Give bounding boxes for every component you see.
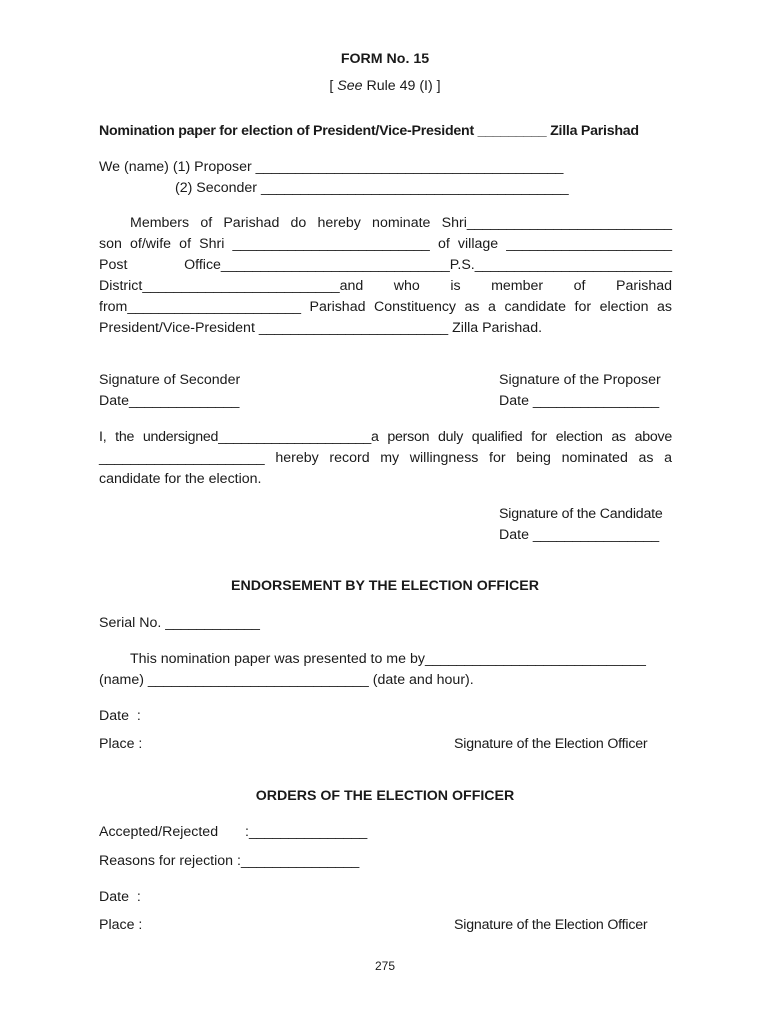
form-heading: Nomination paper for election of President/Vice-President _________ Zilla Parishad [99,123,639,139]
endorsement-place: Place : [99,736,143,752]
rule-open: [ [329,78,338,94]
serial-number: Serial No. ____________ [99,615,260,631]
orders-signature: Signature of the Election Officer [454,917,648,933]
nomination-line-4: District_________________________and who is member of Parishad [99,278,672,294]
endorsement-heading: ENDORSEMENT BY THE ELECTION OFFICER [231,578,539,594]
orders-heading: ORDERS OF THE ELECTION OFFICER [255,788,515,804]
nomination-line-6: President/Vice-President ________________________ Zilla Parishad. [99,320,543,336]
presented-line-1: This nomination paper was presented to me by____________________________ [130,651,646,667]
seconder-line: (2) Seconder _______________________________________ [175,180,569,196]
date-candidate: Date ________________ [499,527,660,543]
accepted-value: :_______________ [245,824,368,840]
nomination-line-5: from______________________ Parishad Constituency as a candidate for election as [99,299,672,315]
candidate-line-3: candidate for the election. [99,471,262,487]
form-title: FORM No. 15 [340,51,430,67]
signature-candidate: Signature of the Candidate [499,506,663,522]
rule-rest: Rule 49 (I) ] [362,78,441,94]
candidate-line-2: _____________________ hereby record my willingness for being nominated as a [99,450,672,466]
presented-line-2: (name) ____________________________ (date and hour). [99,672,474,688]
accepted-label: Accepted/Rejected [99,824,219,840]
nomination-line-2: son of/wife of Shri _________________________ of village _____________________ [99,236,672,252]
signature-seconder: Signature of Seconder [99,372,241,388]
date-proposer: Date ________________ [499,393,660,409]
endorsement-date: Date : [99,708,141,724]
orders-place: Place : [99,917,143,933]
endorsement-signature: Signature of the Election Officer [454,736,648,752]
proposer-line: We (name) (1) Proposer _______________________________________ [99,159,564,175]
orders-date: Date : [99,889,141,905]
nomination-line-3: Post Office_____________________________P.S._________________________ [99,257,672,273]
reasons-for-rejection: Reasons for rejection :_______________ [99,853,360,869]
page-number: 275 [374,959,396,973]
nomination-line-1: Members of Parishad do hereby nominate Shri__________________________ [130,215,672,231]
rule-reference [0,78,770,95]
signature-proposer: Signature of the Proposer [499,372,661,388]
date-seconder: Date______________ [99,393,240,409]
candidate-line-1: I, the undersigned____________________a person duly qualified for election as above [99,429,672,445]
rule-see: See [337,78,363,94]
